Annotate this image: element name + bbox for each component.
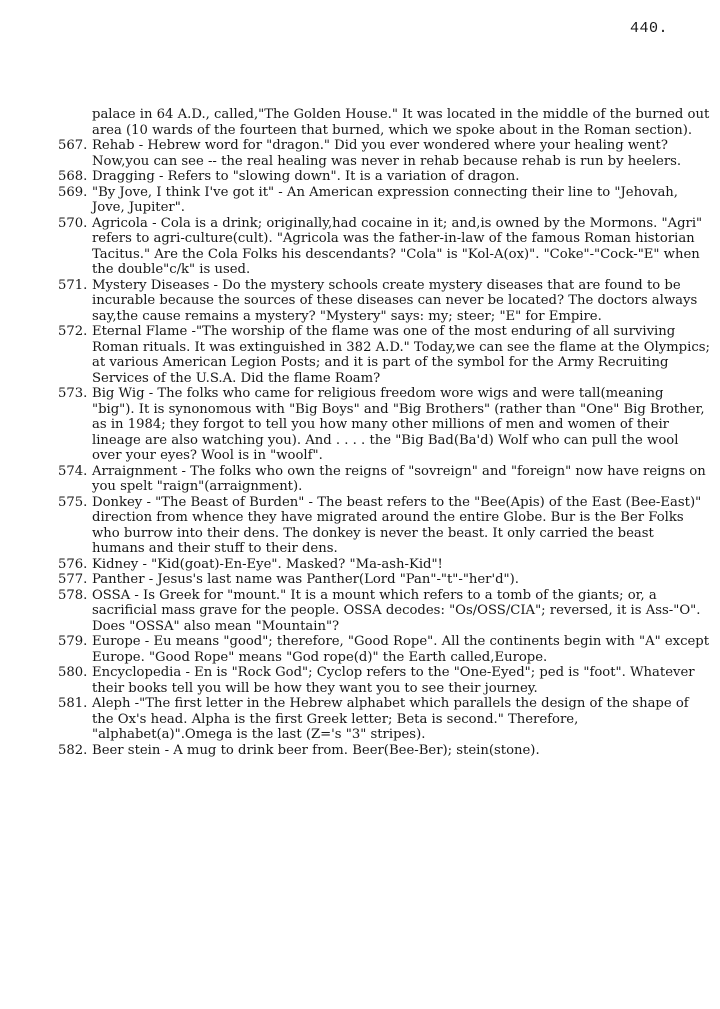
entry-number: 567. bbox=[58, 138, 88, 153]
entry-number: 574. bbox=[58, 463, 88, 479]
entry-572 bbox=[55, 324, 710, 386]
entry-number: 579. bbox=[58, 634, 88, 649]
entry-574 bbox=[55, 464, 710, 495]
entry-number: 572. bbox=[58, 324, 88, 339]
entry-text: Panther - Jesus's last name was Panther(Lord "Pan"-"t"-"her'd"). bbox=[92, 572, 519, 587]
entry-number: 580. bbox=[58, 665, 88, 680]
entry-text: Agricola - Cola is a drink; originally,had cocaine in it; and,is owned by the Mormons. "Agri" refers to agri-culture(cult). "Agricola was the father-in-law of the famous Roman historian Tacitus." Are the Cola Folks his descendants? "Cola" is "Kol-A(ox)". "Coke"-"Cock-"E" when the double"c/k" is used. bbox=[92, 215, 703, 277]
entry-580 bbox=[55, 665, 710, 696]
entry-text: Mystery Diseases - Do the mystery schools create mystery diseases that are found to be incurable because the sources of these diseases can never be located? The doctors always say,the cause remains a mystery? "Mystery" says: my; steer; "E" for Empire. bbox=[92, 277, 698, 324]
entry-number: 577. bbox=[58, 572, 88, 587]
document-body bbox=[55, 107, 710, 758]
entry-text: Europe - Eu means "good"; therefore, "Good Rope". All the continents begin with "A" except Europe. "Good Rope" means "God rope(d)" the Earth called,Europe. bbox=[92, 634, 710, 665]
entry-571 bbox=[55, 278, 710, 325]
entry-text: Beer stein - A mug to drink beer from. Beer(Bee-Ber); stein(stone). bbox=[92, 742, 540, 758]
entry-number: 570. bbox=[58, 215, 88, 231]
entry-568 bbox=[55, 169, 710, 185]
entry-text: Donkey - "The Beast of Burden" - The beast refers to the "Bee(Apis) of the East (Bee-East)" direction from whence they have migrated around the entire Globe. Bur is the Ber Folks who burrow into their dens. The donkey is never the beast. It only carried the beast humans and their stuff to their dens. bbox=[92, 494, 702, 556]
entry-577 bbox=[55, 572, 710, 588]
entry-number: 576. bbox=[58, 556, 88, 572]
entry-text: Big Wig - The folks who came for religious freedom wore wigs and were tall(meaning "big"). It is synonomous with "Big Boys" and "Big Brothers" (rather than "One" Big Brother, as in 1984; they forgot to tell you how many other millions of men and women of their lineage are also watching you). And . . . . the "Big Bad(Ba'd) Wolf who can pull the wool over your eyes? Wool is in "woolf". bbox=[92, 386, 705, 463]
entry-576 bbox=[55, 557, 710, 573]
entry-number: 569. bbox=[58, 184, 88, 200]
entry-number: 578. bbox=[58, 587, 88, 603]
entry-573 bbox=[55, 386, 710, 464]
entry-number: 573. bbox=[58, 386, 88, 401]
entry-579 bbox=[55, 634, 710, 665]
continuation-text: palace in 64 A.D., called,"The Golden House." It was located in the middle of the burned out area (10 wards of the fourteen that burned, which we spoke about in the Roman section). bbox=[92, 107, 710, 138]
entry-578 bbox=[55, 588, 710, 635]
entry-569 bbox=[55, 185, 710, 216]
entry-text: Encyclopedia - En is "Rock God"; Cyclop refers to the "One-Eyed"; ped is "foot". Whatever their books tell you will be how they want you to see their journey. bbox=[92, 665, 695, 696]
entry-number: 581. bbox=[58, 696, 88, 711]
entry-text: "By Jove, I think I've got it" - An American expression connecting their line to "Jehovah, Jove, Jupiter". bbox=[92, 184, 678, 215]
entry-582 bbox=[55, 743, 710, 759]
entry-text: OSSA - Is Greek for "mount." It is a mount which refers to a tomb of the giants; or, a sacrificial mass grave for the people. OSSA decodes: "Os/OSS/CIA"; reversed, it is Ass-"O". Does "OSSA" also mean "Mountain"? bbox=[92, 587, 701, 634]
continuation-paragraph bbox=[55, 107, 710, 138]
entry-570 bbox=[55, 216, 710, 278]
entry-text: Dragging - Refers to "slowing down". It is a variation of dragon. bbox=[92, 169, 520, 184]
entry-text: Aleph -"The first letter in the Hebrew alphabet which parallels the design of the shape of the Ox's head. Alpha is the first Greek letter; Beta is second." Therefore, "alphabet(a)".Omega is the last (Z='s "3" stripes). bbox=[92, 696, 689, 742]
entry-text: Kidney - "Kid(goat)-En-Eye". Masked? "Ma-ash-Kid"! bbox=[92, 556, 443, 572]
entry-text: Rehab - Hebrew word for "dragon." Did you ever wondered where your healing went? Now,you can see -- the real healing was never in rehab because rehab is run by heelers. bbox=[92, 138, 682, 169]
entry-number: 568. bbox=[58, 169, 88, 184]
entry-number: 582. bbox=[58, 742, 88, 758]
entry-number: 571. bbox=[58, 277, 88, 293]
entry-text: Eternal Flame -"The worship of the flame was one of the most enduring of all surviving Roman rituals. It was extinguished in 382 A.D." Today,we can see the flame at the Olympics; at various American Legion Posts; and it is part of the symbol for the Army Recruiting Services of the U.S.A. Did the flame Roam? bbox=[92, 324, 710, 386]
entry-581 bbox=[55, 696, 710, 743]
page-number: 440. bbox=[630, 20, 669, 37]
entry-567 bbox=[55, 138, 710, 169]
entry-text: Arraignment - The folks who own the reigns of "sovreign" and "foreign" now have reigns on you spelt "raign"(arraignment). bbox=[92, 463, 706, 494]
entry-number: 575. bbox=[58, 494, 88, 510]
entry-575 bbox=[55, 495, 710, 557]
